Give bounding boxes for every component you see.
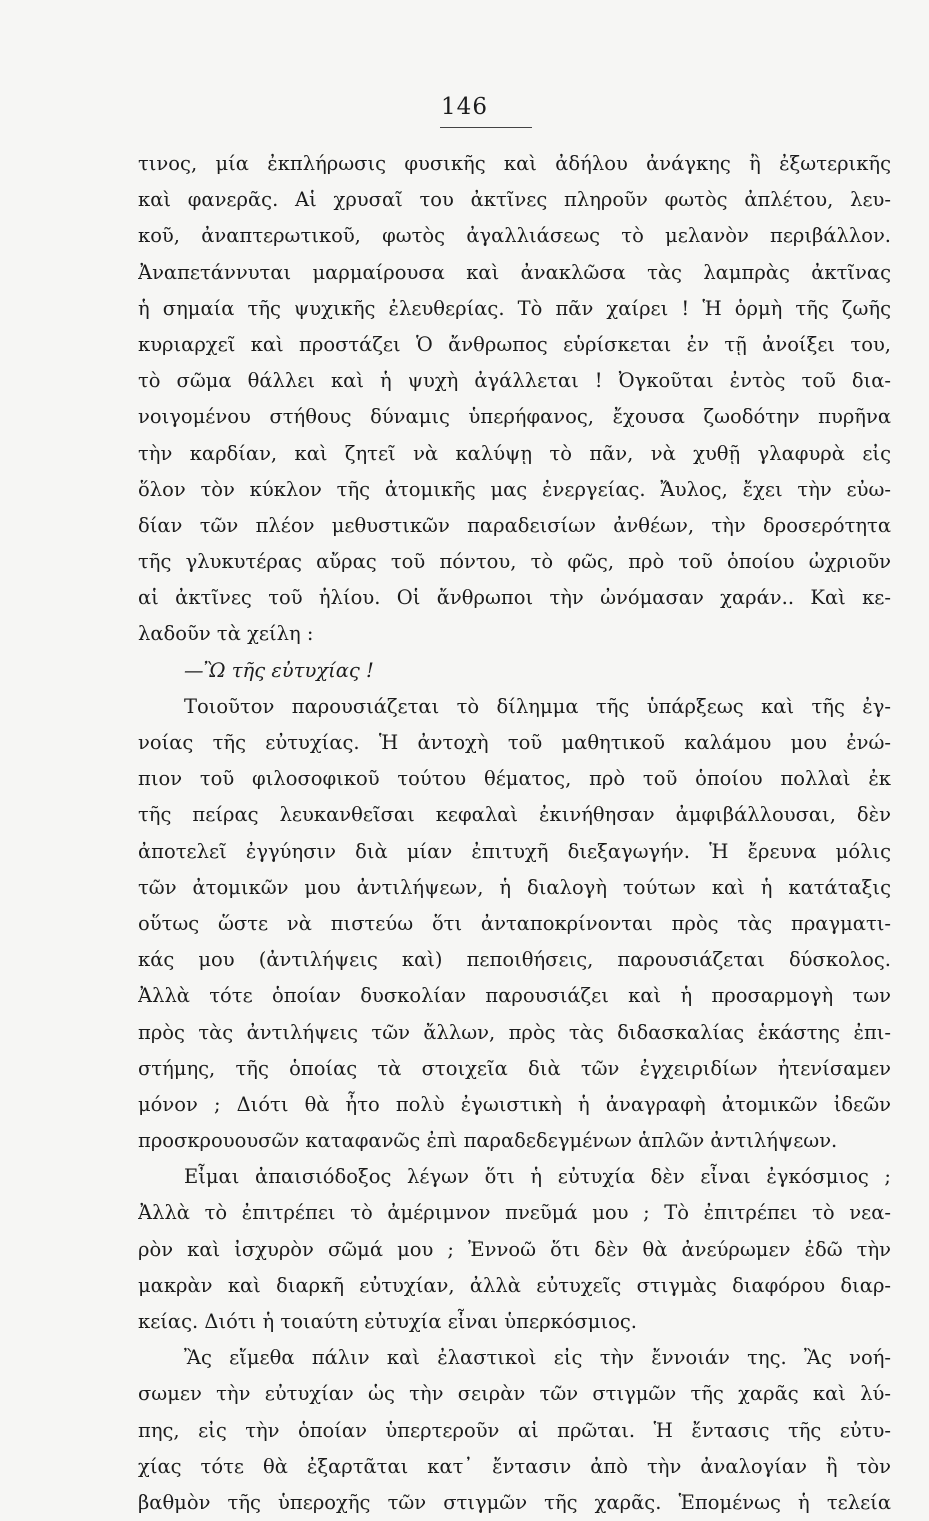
text-line: πης, εἰς τὴν ὁποίαν ὑπερτεροῦν αἱ πρῶται. Ἡ ἔντασις τῆς εὐτυ- (138, 1418, 891, 1442)
text-line: τὴν καρδίαν, καὶ ζητεῖ νὰ καλύψῃ τὸ πᾶν, νὰ χυθῇ γλαφυρὰ εἰς (138, 441, 891, 465)
text-line: λαδοῦν τὰ χείλη : (138, 622, 314, 646)
text-line: τὸ σῶμα θάλλει καὶ ἡ ψυχὴ ἀγάλλεται ! Ὀγκοῦται ἐντὸς τοῦ δια- (138, 369, 891, 393)
text-line: Ἀλλὰ τότε ὁποίαν δυσκολίαν παρουσιάζει καὶ ἡ προσαρμογὴ των (138, 984, 891, 1008)
text-line: ρὸν καὶ ἰσχυρὸν σῶμά μου ; Ἐννοῶ ὅτι δὲν θὰ ἀνεύρωμεν ἐδῶ τὴν (138, 1237, 891, 1261)
text-line: τῶν ἀτομικῶν μου ἀντιλήψεων, ἡ διαλογὴ τούτων καὶ ἡ κατάταξις (138, 875, 891, 899)
page-number-rule (440, 127, 532, 128)
text-line: πιον τοῦ φιλοσοφικοῦ τούτου θέματος, πρὸ τοῦ ὁποίου πολλαὶ ἐκ (138, 767, 891, 791)
text-line: σωμεν τὴν εὐτυχίαν ὡς τὴν σειρὰν τῶν στιγμῶν τῆς χαρᾶς καὶ λύ- (138, 1382, 891, 1406)
text-line: τῆς πείρας λευκανθεῖσαι κεφαλαὶ ἐκινήθησαν ἀμφιβάλλουσαι, δὲν (138, 803, 891, 827)
text-line: ἡ σημαία τῆς ψυχικῆς ἐλευθερίας. Τὸ πᾶν χαίρει ! Ἡ ὁρμὴ τῆς ζωῆς (138, 296, 891, 320)
text-line: Ἀλλὰ τὸ ἐπιτρέπει τὸ ἀμέριμνον πνεῦμά μου ; Τὸ ἐπιτρέπει τὸ νεα- (138, 1201, 891, 1225)
paragraph-start-line: Τοιοῦτον παρουσιάζεται τὸ δίλημμα τῆς ὑπάρξεως καὶ τῆς ἐγ- (184, 694, 891, 718)
text-line: κοῦ, ἀναπτερωτικοῦ, φωτὸς ἀγαλλιάσεως τὸ μελανὸν περιβάλλον. (138, 224, 891, 248)
page-number: 146 (441, 94, 488, 120)
text-line: ὅλον τὸν κύκλον τῆς ἀτομικῆς μας ἐνεργείας. Ἄυλος, ἔχει τὴν εὐω- (138, 477, 891, 501)
paragraph-start-line: Ἂς εἴμεθα πάλιν καὶ ἐλαστικοὶ εἰς τὴν ἔννοιάν της. Ἂς νοή- (184, 1346, 891, 1370)
text-line: πρὸς τὰς ἀντιλήψεις τῶν ἄλλων, πρὸς τὰς διδασκαλίας ἑκάστης ἐπι- (138, 1020, 891, 1044)
text-line: μόνον ; Διότι θὰ ἦτο πολὺ ἐγωιστικὴ ἡ ἀναγραφὴ ἀτομικῶν ἰδεῶν (138, 1092, 891, 1116)
exclamation-line: —Ὢ τῆς εὐτυχίας ! (184, 658, 374, 682)
text-line: μακρὰν καὶ διαρκῆ εὐτυχίαν, ἀλλὰ εὐτυχεῖς στιγμὰς διαφόρου διαρ- (138, 1273, 891, 1297)
text-line: Ἀναπετάννυται μαρμαίρουσα καὶ ἀνακλῶσα τὰς λαμπρὰς ἀκτῖνας (138, 260, 891, 284)
text-line: αἱ ἀκτῖνες τοῦ ἡλίου. Οἱ ἄνθρωποι τὴν ὠνόμασαν χαράν.. Καὶ κε- (138, 586, 891, 610)
text-line: δίαν τῶν πλέον μεθυστικῶν παραδεισίων ἀνθέων, τὴν δροσερότητα (138, 513, 891, 537)
text-line: χίας τότε θὰ ἐξαρτᾶται κατ᾽ ἔντασιν ἀπὸ τὴν ἀναλογίαν ἢ τὸν (138, 1454, 891, 1478)
text-line: κάς μου (ἀντιλήψεις καὶ) πεποιθήσεις, παρουσιάζεται δύσκολος. (138, 948, 891, 972)
body-text (138, 146, 891, 1521)
text-line: νοίας τῆς εὐτυχίας. Ἡ ἀντοχὴ τοῦ μαθητικοῦ καλάμου μου ἐνώ- (138, 731, 891, 754)
text-line: τῆς γλυκυτέρας αὔρας τοῦ πόντου, τὸ φῶς, πρὸ τοῦ ὁποίου ὠχριοῦν (138, 550, 891, 574)
text-line: βαθμὸν τῆς ὑπεροχῆς τῶν στιγμῶν τῆς χαρᾶς. Ἑπομένως ἡ τελεία (138, 1490, 891, 1514)
text-line: κυριαρχεῖ καὶ προστάζει Ὁ ἄνθρωπος εὑρίσκεται ἐν τῇ ἀνοίξει του, (138, 332, 891, 356)
text-line: στήμης, τῆς ὁποίας τὰ στοιχεῖα διὰ τῶν ἐγχειριδίων ἠτενίσαμεν (138, 1056, 891, 1080)
text-line: τινος, μία ἐκπλήρωσις φυσικῆς καὶ ἀδήλου ἀνάγκης ἢ ἐξωτερικῆς (138, 152, 891, 175)
text-line: οὕτως ὥστε νὰ πιστεύω ὅτι ἀνταποκρίνονται πρὸς τὰς πραγματι- (138, 911, 891, 935)
text-line: νοιγομένου στήθους δύναμις ὑπερήφανος, ἔχουσα ζωοδότην πυρῆνα (138, 405, 891, 429)
paragraph-start-line: Εἶμαι ἀπαισιόδοξος λέγων ὅτι ἡ εὐτυχία δὲν εἶναι ἐγκόσμιος ; (184, 1165, 891, 1189)
text-line: ἀποτελεῖ ἐγγύησιν διὰ μίαν ἐπιτυχῆ διεξαγωγήν. Ἡ ἔρευνα μόλις (138, 839, 891, 863)
text-line: προσκρουουσῶν καταφανῶς ἐπὶ παραδεδεγμένων ἁπλῶν ἀντιλήψεων. (138, 1129, 838, 1153)
text-line: κείας. Διότι ἡ τοιαύτη εὐτυχία εἶναι ὑπερκόσμιος. (138, 1310, 637, 1333)
text-line: καὶ φανερᾶς. Αἱ χρυσαῖ του ἀκτῖνες πληροῦν φωτὸς ἀπλέτου, λευ- (138, 188, 891, 212)
